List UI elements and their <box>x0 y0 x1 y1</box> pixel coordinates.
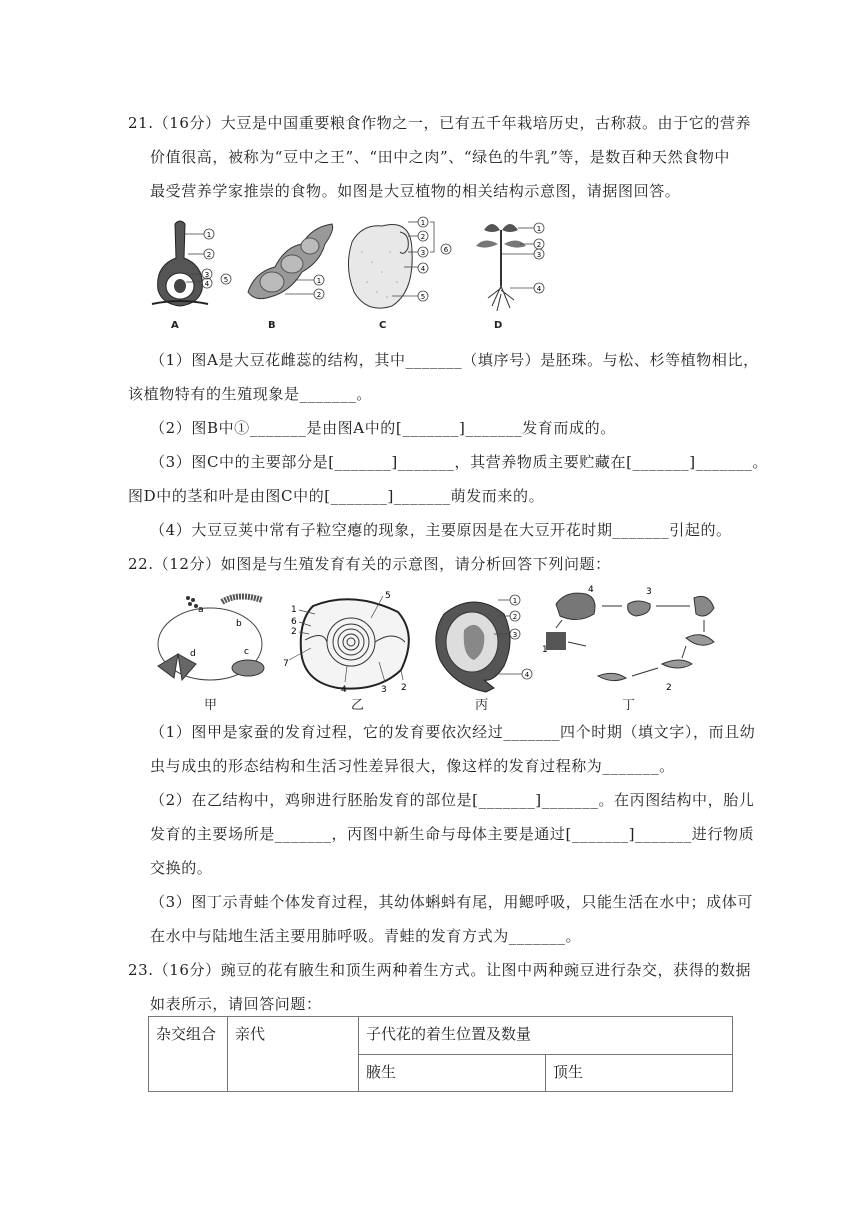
fig-label-d: D <box>494 320 503 331</box>
fig-label-b: B <box>268 320 276 331</box>
table-header-cross: 杂交组合 <box>149 1017 228 1092</box>
q22-sub-3b: 在水中与陆地生活主要用肺呼吸。青蛙的发育方式为_______。 <box>150 927 582 945</box>
svg-text:c: c <box>244 647 249 657</box>
q22-sub-2b: 发育的主要场所是_______，丙图中新生命与母体主要是通过[_______]_______进行物质 <box>150 825 755 843</box>
fetus-figure <box>424 590 542 694</box>
frog-cycle-figure <box>542 584 732 694</box>
seed-figure-c <box>342 212 462 316</box>
svg-text:a: a <box>198 605 204 615</box>
svg-text:2: 2 <box>206 251 212 259</box>
q21-line-3: 最受营养学家推崇的食物。如图是大豆植物的相关结构示意图，请据图回答。 <box>150 182 681 200</box>
fig-label-yi: 乙 <box>351 698 365 713</box>
seedling-figure-d <box>462 216 562 316</box>
svg-text:2: 2 <box>401 683 407 693</box>
fig-label-jia: 甲 <box>204 698 218 713</box>
q22-line-1: 22.（12分）如图是与生殖发育有关的示意图，请分析回答下列问题： <box>128 555 611 573</box>
svg-text:4: 4 <box>420 265 426 273</box>
q21-sub-3a: （3）图C中的主要部分是[_______]_______，其营养物质主要贮藏在[_______]_______。 <box>150 453 769 471</box>
svg-text:4: 4 <box>588 585 594 595</box>
svg-text:1: 1 <box>291 605 297 615</box>
q22-sub-1a: （1）图甲是家蚕的发育过程，它的发育要依次经过_______四个时期（填文字），而且幼 <box>150 723 756 741</box>
svg-text:3: 3 <box>204 271 210 279</box>
svg-text:1: 1 <box>420 219 426 227</box>
svg-text:4: 4 <box>536 285 542 293</box>
svg-text:2: 2 <box>420 233 426 241</box>
svg-text:2: 2 <box>512 613 518 621</box>
q21-sub-4: （4）大豆豆荚中常有子粒空瘪的现象，主要原因是在大豆开花时期_______引起的。 <box>150 521 732 539</box>
q21-line-2: 价值很高，被称为“豆中之王”、“田中之肉”、“绿色的牛乳”等，是数百种天然食物中 <box>150 148 731 166</box>
q21-sub-2: （2）图B中①_______是由图A中的[_______]_______发育而成的。 <box>150 419 616 437</box>
svg-text:3: 3 <box>381 685 387 695</box>
svg-text:1: 1 <box>512 597 518 605</box>
silkworm-cycle-figure <box>148 586 276 694</box>
svg-text:1: 1 <box>206 231 212 239</box>
svg-text:5: 5 <box>223 276 229 284</box>
q21-sub-3b: 图D中的茎和叶是由图C中的[_______]_______萌发而来的。 <box>128 487 545 505</box>
svg-text:2: 2 <box>291 627 297 637</box>
pod-figure-b <box>240 222 340 312</box>
svg-text:3: 3 <box>512 631 518 639</box>
svg-text:4: 4 <box>341 685 347 695</box>
svg-text:1: 1 <box>542 645 548 655</box>
svg-text:3: 3 <box>646 587 652 597</box>
fig-label-ding: 丁 <box>622 698 636 713</box>
svg-text:6: 6 <box>443 246 449 254</box>
svg-text:1: 1 <box>316 277 322 285</box>
svg-text:b: b <box>236 619 242 629</box>
q22-sub-3a: （3）图丁示青蛙个体发育过程，其幼体蝌蚪有尾，用鳃呼吸，只能生活在水中；成体可 <box>150 893 753 911</box>
fig-label-bing: 丙 <box>475 698 489 713</box>
svg-text:5: 5 <box>385 591 391 601</box>
q21-line-1: 21.（16分）大豆是中国重要粮食作物之一，已有五千年栽培历史，古称菽。由于它的营养 <box>128 114 752 132</box>
cross-results-table <box>148 1016 733 1092</box>
egg-structure-figure <box>283 590 423 696</box>
svg-text:d: d <box>190 649 196 659</box>
svg-text:2: 2 <box>666 683 672 693</box>
svg-text:3: 3 <box>536 251 542 259</box>
svg-text:6: 6 <box>291 617 297 627</box>
svg-text:2: 2 <box>536 241 542 249</box>
q23-line-2: 如表所示，请回答问题： <box>150 995 322 1013</box>
q22-sub-2a: （2）在乙结构中，鸡卵进行胚胎发育的部位是[_______]_______。在丙图结构中，胎儿 <box>150 791 755 809</box>
svg-text:5: 5 <box>420 293 426 301</box>
table-header-axillary: 腋生 <box>359 1054 546 1092</box>
q21-sub-1b: 该植物特有的生殖现象是_______。 <box>128 385 372 403</box>
fig-label-c: C <box>379 320 387 331</box>
svg-text:4: 4 <box>524 671 530 679</box>
svg-text:4: 4 <box>204 280 210 288</box>
svg-text:2: 2 <box>316 291 322 299</box>
svg-text:7: 7 <box>283 659 289 669</box>
table-header-offspring: 子代花的着生位置及数量 <box>359 1017 733 1055</box>
q21-sub-1a: （1）图A是大豆花雌蕊的结构，其中_______（填序号）是胚珠。与松、杉等植物相比， <box>150 351 759 369</box>
q22-sub-1b: 虫与成虫的形态结构和生活习性差异很大，像这样的发育过程称为_______。 <box>150 757 675 775</box>
q22-sub-2c: 交换的。 <box>150 859 213 877</box>
pistil-figure-a <box>150 218 240 318</box>
svg-text:3: 3 <box>420 249 426 257</box>
q23-line-1: 23.（16分）豌豆的花有腋生和顶生两种着生方式。让图中两种豌豆进行杂交，获得的数据 <box>128 961 752 979</box>
fig-label-a: A <box>171 320 179 331</box>
svg-text:1: 1 <box>536 225 542 233</box>
table-header-parents: 亲代 <box>228 1017 359 1092</box>
table-header-terminal: 顶生 <box>546 1054 733 1092</box>
